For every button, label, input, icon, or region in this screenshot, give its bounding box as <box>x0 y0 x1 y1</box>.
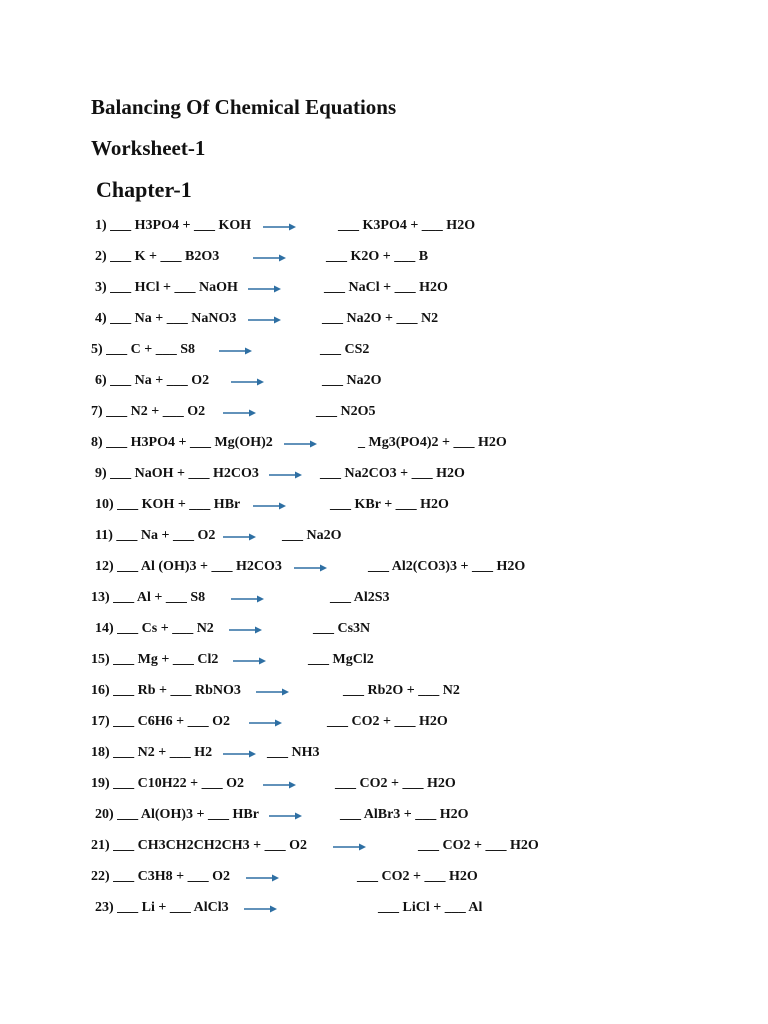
equation-reactants: 5) ___ C + ___ S8 <box>91 342 196 357</box>
equation-products: ___ KBr + ___ H2O <box>330 497 449 512</box>
reaction-arrow-icon <box>222 404 258 418</box>
equation-products: ___ Cs3N <box>313 621 371 636</box>
reaction-arrow-icon <box>268 466 304 480</box>
equation-products: ___ Rb2O + ___ N2 <box>343 683 460 698</box>
equation-products: ___ N2O5 <box>316 404 376 419</box>
equation-row <box>0 588 768 608</box>
equation-products: ___ Na2O <box>322 373 382 388</box>
reaction-arrow-icon <box>222 528 258 542</box>
equation-row <box>0 309 768 329</box>
equation-products: _ Mg3(PO4)2 + ___ H2O <box>358 435 507 450</box>
equation-products: ___ NH3 <box>267 745 320 760</box>
equation-reactants: 20) ___ Al(OH)3 + ___ HBr <box>95 807 259 822</box>
equation-reactants: 16) ___ Rb + ___ RbNO3 <box>91 683 241 698</box>
equation-row <box>0 681 768 701</box>
equation-reactants: 23) ___ Li + ___ AlCl3 <box>95 900 229 915</box>
equation-row <box>0 526 768 546</box>
reaction-arrow-icon <box>262 776 298 790</box>
reaction-arrow-icon <box>248 714 284 728</box>
reaction-arrow-icon <box>247 311 283 325</box>
equation-products: ___ Na2CO3 + ___ H2O <box>320 466 465 481</box>
equation-reactants: 21) ___ CH3CH2CH2CH3 + ___ O2 <box>91 838 308 853</box>
equation-row <box>0 278 768 298</box>
equation-products: ___ CS2 <box>320 342 370 357</box>
equation-reactants: 7) ___ N2 + ___ O2 <box>91 404 206 419</box>
equation-products: ___ Al2(CO3)3 + ___ H2O <box>368 559 526 574</box>
equation-row <box>0 340 768 360</box>
equation-row <box>0 247 768 267</box>
equation-reactants: 12) ___ Al (OH)3 + ___ H2CO3 <box>95 559 282 574</box>
equation-reactants: 8) ___ H3PO4 + ___ Mg(OH)2 <box>91 435 273 450</box>
reaction-arrow-icon <box>245 869 281 883</box>
reaction-arrow-icon <box>218 342 254 356</box>
reaction-arrow-icon <box>230 590 266 604</box>
equation-products: ___ K2O + ___ B <box>326 249 429 264</box>
reaction-arrow-icon <box>283 435 319 449</box>
equation-products: ___ CO2 + ___ H2O <box>418 838 539 853</box>
equation-row <box>0 371 768 391</box>
equation-row <box>0 495 768 515</box>
reaction-arrow-icon <box>232 652 268 666</box>
reaction-arrow-icon <box>243 900 279 914</box>
equation-reactants: 19) ___ C10H22 + ___ O2 <box>91 776 245 791</box>
equation-row <box>0 743 768 763</box>
reaction-arrow-icon <box>247 280 283 294</box>
equation-row <box>0 836 768 856</box>
chapter-heading: Chapter-1 <box>96 177 192 202</box>
equation-reactants: 17) ___ C6H6 + ___ O2 <box>91 714 231 729</box>
equation-row <box>0 216 768 236</box>
equation-row <box>0 402 768 422</box>
reaction-arrow-icon <box>268 807 304 821</box>
reaction-arrow-icon <box>262 218 298 232</box>
equation-reactants: 11) ___ Na + ___ O2 <box>95 528 216 543</box>
equation-row <box>0 433 768 453</box>
equation-row <box>0 650 768 670</box>
equation-reactants: 22) ___ C3H8 + ___ O2 <box>91 869 231 884</box>
equation-products: ___ MgCl2 <box>308 652 374 667</box>
equation-reactants: 3) ___ HCl + ___ NaOH <box>95 280 238 295</box>
equation-row <box>0 712 768 732</box>
equation-row <box>0 898 768 918</box>
equation-row <box>0 805 768 825</box>
equation-reactants: 6) ___ Na + ___ O2 <box>95 373 210 388</box>
equation-products: ___ NaCl + ___ H2O <box>324 280 448 295</box>
equation-reactants: 4) ___ Na + ___ NaNO3 <box>95 311 237 326</box>
equation-products: ___ Na2O <box>282 528 342 543</box>
equation-reactants: 10) ___ KOH + ___ HBr <box>95 497 241 512</box>
equation-row <box>0 619 768 639</box>
reaction-arrow-icon <box>230 373 266 387</box>
reaction-arrow-icon <box>255 683 291 697</box>
equation-products: ___ Al2S3 <box>330 590 390 605</box>
reaction-arrow-icon <box>222 745 258 759</box>
equation-reactants: 9) ___ NaOH + ___ H2CO3 <box>95 466 259 481</box>
equation-reactants: 14) ___ Cs + ___ N2 <box>95 621 214 636</box>
equation-reactants: 2) ___ K + ___ B2O3 <box>95 249 220 264</box>
equation-products: ___ CO2 + ___ H2O <box>357 869 478 884</box>
reaction-arrow-icon <box>293 559 329 573</box>
equation-row <box>0 867 768 887</box>
equation-products: ___ AlBr3 + ___ H2O <box>340 807 469 822</box>
equation-products: ___ CO2 + ___ H2O <box>335 776 456 791</box>
equation-products: ___ Na2O + ___ N2 <box>322 311 439 326</box>
equation-products: ___ LiCl + ___ Al <box>378 900 483 915</box>
equation-row <box>0 464 768 484</box>
equation-products: ___ K3PO4 + ___ H2O <box>338 218 476 233</box>
reaction-arrow-icon <box>228 621 264 635</box>
worksheet-subtitle: Worksheet-1 <box>91 136 206 160</box>
reaction-arrow-icon <box>332 838 368 852</box>
reaction-arrow-icon <box>252 497 288 511</box>
equation-reactants: 15) ___ Mg + ___ Cl2 <box>91 652 219 667</box>
equation-products: ___ CO2 + ___ H2O <box>327 714 448 729</box>
equation-reactants: 18) ___ N2 + ___ H2 <box>91 745 213 760</box>
equation-row <box>0 774 768 794</box>
equation-reactants: 1) ___ H3PO4 + ___ KOH <box>95 218 252 233</box>
equation-row <box>0 557 768 577</box>
worksheet-title: Balancing Of Chemical Equations <box>91 95 397 119</box>
equation-reactants: 13) ___ Al + ___ S8 <box>91 590 206 605</box>
reaction-arrow-icon <box>252 249 288 263</box>
